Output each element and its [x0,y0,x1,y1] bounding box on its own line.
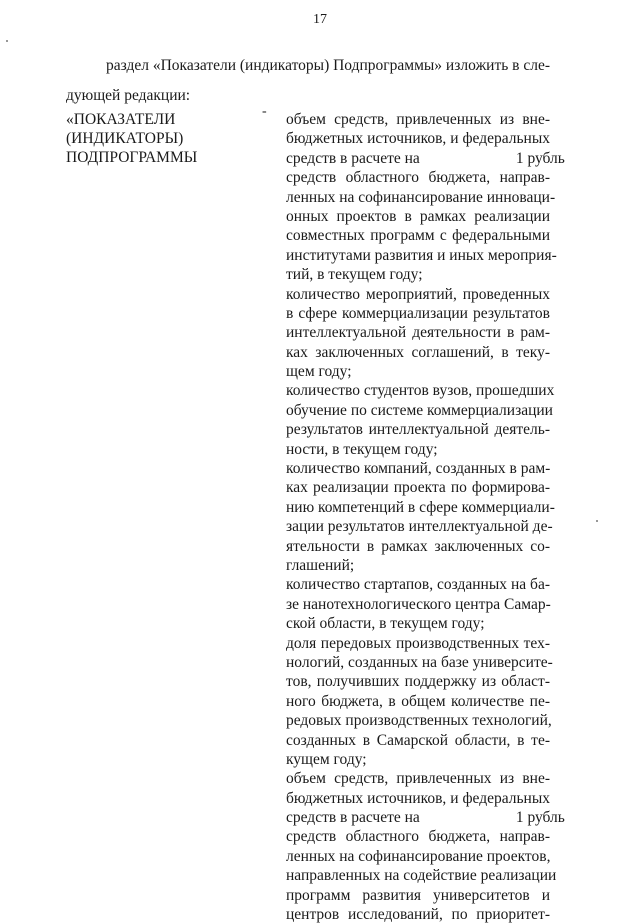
indicator-text-line: тий, в текущем году; [286,266,423,284]
indicator-text-line: ного бюджета, в общем количестве пе- [286,692,550,710]
indicator-text-line: центров исследований, по приоритет- [286,906,550,924]
indicator-text-line: объем средств, привлеченных из вне- [286,111,550,128]
scan-speck [6,40,8,42]
indicator-text-line: средств областного бюджета, направ- [286,828,550,846]
indicator-text-line: созданных в Самарской области, в те- [286,731,550,749]
indicators-list [286,110,565,924]
indicator-text-line: ской области, в текущем году; [286,615,485,633]
indicator-text-line: ности, в текущем году; [286,440,438,458]
indicator-text-line: ках реализации проекта по формирова- [286,479,550,497]
indicator-text-line: нологий, созданных на базе университе- [286,653,553,671]
indicator-text-segment: средств в расчете на [286,809,420,827]
scan-speck [596,520,598,522]
indicator-text-line [286,149,565,168]
indicator-text-line: объем средств, привлеченных из вне- [286,770,550,788]
section-label-line: ПОДПРОГРАММЫ [66,149,198,166]
separator-dash: - [262,104,267,119]
indicator-text-line: тов, получивших поддержку из област- [286,673,550,691]
indicator-text-line: количество стартапов, созданных на ба- [286,576,550,594]
indicator-text-line: онных проектов в рамках реализации [286,207,550,225]
indicator-text-line: зации результатов интеллектуальной де- [286,518,553,536]
indicator-text-line: средств областного бюджета, направ- [286,169,550,187]
indicator-text-line: совместных программ с федеральными [286,227,550,245]
indicator-text-segment: 1 рубль [515,149,565,167]
indicator-text-line: бюджетных источников, и федеральных [286,789,550,807]
indicator-text-line: нию компетенций в сфере коммерциали- [286,498,555,516]
intro-paragraph-line-1: раздел «Показатели (индикаторы) Подпрограммы» изложить в сле- [106,57,551,74]
indicator-text-line: количество студентов вузов, прошедших [286,382,555,400]
indicator-text-line: зе нанотехнологического центра Самар- [286,595,551,613]
section-label-line: «ПОКАЗАТЕЛИ [66,111,176,128]
indicator-text-line: глашений; [286,556,355,574]
indicator-text-line: бюджетных источников, и федеральных [286,130,550,148]
indicator-text-line: количество мероприятий, проведенных [286,285,550,303]
indicator-text-line: количество компаний, созданных в рам- [286,460,551,478]
indicator-text-segment: 1 рубль [515,809,565,827]
indicator-text-line: редовых производственных технологий, [286,712,552,730]
section-label-line: (ИНДИКАТОРЫ) [66,130,184,147]
indicator-text-line: щем году; [286,363,352,381]
indicator-text-line: институтами развития и иных мероприя- [286,246,557,264]
indicator-text-line: результатов интеллектуальной деятель- [286,421,550,439]
indicator-text-line: кущем году; [286,750,367,768]
indicator-text-line: обучение по системе коммерциализации [286,401,553,419]
indicator-text-line: доля передовых производственных тех- [286,634,550,652]
indicator-text-line: ках заключенных соглашений, в теку- [286,343,550,361]
indicator-text-line: ленных на софинансирование проектов, [286,847,551,865]
indicator-text-line [286,808,565,827]
indicator-text-line: интеллектуальной деятельности в рам- [286,324,550,342]
indicator-text-line: программ развития университетов и [286,886,550,904]
indicator-text-line: ятельности в рамках заключенных со- [286,537,550,555]
intro-paragraph-line-2: дующей редакции: [66,87,191,104]
page-number: 17 [313,12,327,27]
indicator-text-segment: средств в расчете на [286,149,420,167]
indicator-text-line: в сфере коммерциализации результатов [286,304,550,322]
section-label [66,110,256,167]
indicator-text-line: направленных на содействие реализации [286,867,557,885]
indicator-text-line: ленных на софинансирование инноваци- [286,188,556,206]
